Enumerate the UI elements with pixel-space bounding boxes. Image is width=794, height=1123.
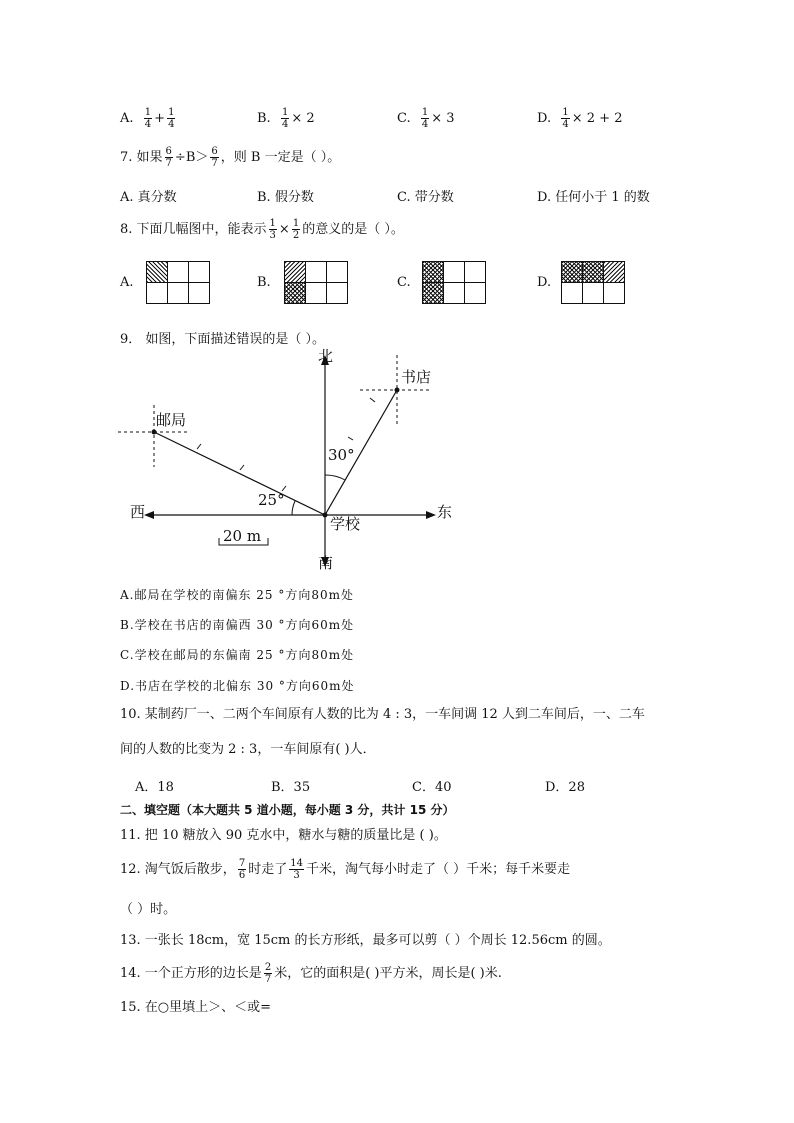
tick-mark xyxy=(348,437,353,440)
fraction: $\frac{1}{4}$ xyxy=(281,107,289,130)
question-10-line-2: 间的人数的比变为 2 : 3，一车间原有( )人． xyxy=(120,742,376,757)
question-12: 12. 淘气饭后散步， $\frac{7}{6}$ 时走了 $\frac{14}{3}$ 千米，淘气每小时走了（ ）千米；每千米要走 xyxy=(120,858,571,881)
q10-option-b: B．35 xyxy=(271,780,311,795)
question-14: 14. 一个正方形的边长是 $\frac{2}{7}$ 米，它的面积是( )平方米，周长是( )米. xyxy=(120,962,502,985)
fraction: $\frac{1}{4}$ xyxy=(562,107,569,130)
scale-label: 20 m xyxy=(223,527,262,545)
q8-option-c-label: C. xyxy=(397,275,411,290)
fraction: $\frac{1}{4}$ xyxy=(421,107,429,130)
fraction: $\frac{1}{2}$ xyxy=(292,218,300,241)
school-point xyxy=(323,513,328,518)
question-8: 8. 下面几幅图中，能表示 $\frac{1}{3}$ × $\frac{1}{2}$ 的意义的是（ ）。 xyxy=(120,218,404,241)
post-office-line xyxy=(154,432,325,515)
q7-option-c: C. 带分数 xyxy=(397,190,454,205)
angle-30-label: 30° xyxy=(328,446,355,464)
post-office-label: 邮局 xyxy=(156,411,187,429)
q8-option-d-label: D. xyxy=(537,275,552,290)
west-arrow xyxy=(144,511,154,519)
angle-30-arc xyxy=(325,475,345,480)
bookstore-label: 书店 xyxy=(401,368,432,386)
section-2-heading: 二、填空题（本大题共 5 道小题，每小题 3 分，共计 15 分） xyxy=(120,803,455,817)
q8-figure-a xyxy=(146,261,210,304)
q6-option-b: B. $\frac{1}{4}$ × 2 xyxy=(257,107,315,130)
q8-option-b-label: B. xyxy=(257,275,271,290)
question-10-line-1: 10. 某制药厂一、二两个车间原有人数的比为 4 : 3，一车间调 12 人到二车间后，一、二车 xyxy=(120,707,645,722)
q10-option-c: C．40 xyxy=(412,780,452,795)
school-label: 学校 xyxy=(330,515,361,533)
tick-mark xyxy=(240,465,244,470)
fraction: $\frac{1}{4}$ xyxy=(144,107,152,130)
question-9: 9． 如图，下面描述错误的是（ ）。 xyxy=(120,332,326,347)
fraction: $\frac{6}{7}$ xyxy=(211,146,218,169)
q10-option-d: D．28 xyxy=(545,780,585,795)
tick-mark xyxy=(197,444,201,449)
q6-option-c: C. $\frac{1}{4}$ × 3 xyxy=(397,107,455,130)
question-7: 7. 如果 $\frac{6}{7}$ ÷B＞ $\frac{6}{7}$ ，则 B 一定是（ ）。 xyxy=(120,146,341,169)
south-label: 南 xyxy=(318,554,334,572)
q6-option-d: D. $\frac{1}{4}$ × 2 + 2 xyxy=(537,107,623,130)
north-label: 北 xyxy=(318,347,334,365)
q8-figure-d xyxy=(561,261,625,304)
q8-figure-b xyxy=(284,261,348,304)
question-11: 11. 把 10 糖放入 90 克水中，糖水与糖的质量比是 ( )。 xyxy=(120,828,447,843)
west-label: 西 xyxy=(130,503,146,521)
q10-option-a: A．18 xyxy=(135,780,174,795)
east-arrow xyxy=(426,511,436,519)
angle-25-label: 25° xyxy=(258,491,285,509)
question-15: 15. 在○里填上＞、＜或= xyxy=(120,1000,272,1015)
q8-option-a-label: A. xyxy=(120,275,134,290)
q9-option-a: A.邮局在学校的南偏东 25 °方向80m处 xyxy=(120,588,355,602)
angle-25-arc xyxy=(292,501,295,515)
q9-option-b: B.学校在书店的南偏西 30 °方向60m处 xyxy=(120,618,355,632)
tick-mark xyxy=(370,398,375,402)
fraction: $\frac{7}{6}$ xyxy=(238,858,246,881)
q9-option-c: C.学校在邮局的东偏南 25 °方向80m处 xyxy=(120,648,355,662)
fraction: $\frac{1}{4}$ xyxy=(168,107,175,130)
q7-option-a: A. 真分数 xyxy=(120,190,177,205)
fraction: $\frac{1}{3}$ xyxy=(269,218,276,241)
q6-option-a: A. $\frac{1}{4}$ + $\frac{1}{4}$ xyxy=(120,107,175,130)
question-12-line-2: （ ）时。 xyxy=(120,902,177,917)
q9-option-d: D.书店在学校的北偏东 30 °方向60m处 xyxy=(120,679,355,693)
fraction: $\frac{14}{3}$ xyxy=(290,858,303,881)
question-13: 13. 一张长 18cm，宽 15cm 的长方形纸，最多可以剪（ ）个周长 12.56cm 的圆。 xyxy=(120,933,611,948)
q8-figure-c xyxy=(422,261,486,304)
q7-option-b: B. 假分数 xyxy=(257,190,314,205)
fraction: $\frac{6}{7}$ xyxy=(165,146,172,169)
q7-option-d: D. 任何小于 1 的数 xyxy=(537,190,650,205)
east-label: 东 xyxy=(437,503,453,521)
fraction: $\frac{2}{7}$ xyxy=(264,962,272,985)
